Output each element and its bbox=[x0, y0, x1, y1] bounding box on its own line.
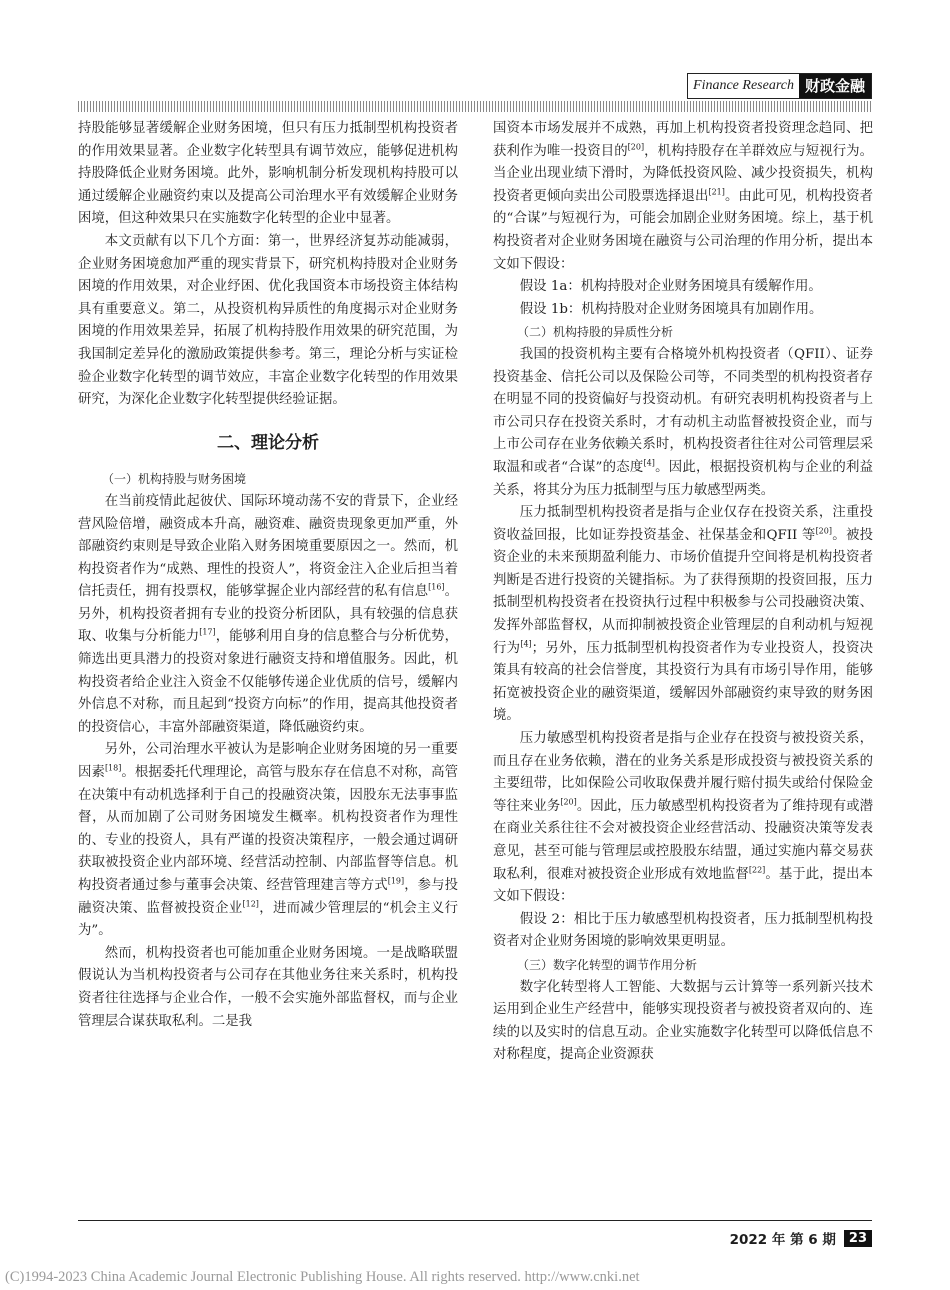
subsection-3-title: （三）数字化转型的调节作用分析 bbox=[517, 957, 698, 972]
section-title: 二、理论分析 bbox=[217, 432, 319, 453]
right-paragraph-1: 国资本市场发展并不成熟，再加上机构投资者投资理念趋同、把获利作为唯一投资目的[20]，机构持股存在羊群效应与短视行为。当企业出现业绩下滑时，为降低投资风险、减少投资损失，机构投资者更倾向卖出公司股票选择退出[21]。由此可见，机构投资者的“合谋”与短视行为，可能会加剧企业财务困境。综上，基于机构投资者对企业财务困境在融资与公司治理的作用分析，提出本文如下假设： bbox=[493, 121, 874, 272]
left-paragraph-3: 在当前疫情此起彼伏、国际环境动荡不安的背景下，企业经营风险倍增，融资成本升高，融资难、融资贵现象更加严重，外部融资约束则是导致企业陷入财务困境重要原因之一。然而，机构投资者作为“成熟、理性的投资人”，将资金注入企业后担当着信托责任，拥有投票权，能够掌握企业内部经营的私有信息[16]。另外，机构投资者拥有专业的投资分析团队，具有较强的信息获取、收集与分析能力[17]，能够利用自身的信息整合与分析优势，筛选出更具潜力的投资对象进行融资支持和增值服务。因此，机构投资者给企业注入资金不仅能够传递企业优质的信号，缓解内外信息不对称，而且起到“投资方向标”的作用，提高其他投资者的投资信心，丰富外部融资渠道，降低融资约束。 bbox=[78, 493, 459, 735]
right-paragraph-3: 压力抵制型机构投资者是指与企业仅存在投资关系，注重投资收益回报，比如证券投资基金、社保基金和QFII 等[20]。被投资企业的未来预期盈利能力、市场价值提升空间将是机构投资者判断是否进行投资的关键指标。为了获得预期的投资回报，压力抵制型机构投资者在投资执行过程中积极参与公司投融资决策、发挥外部监督权，从而抑制被投资企业管理层的自利动机与短视行为[4]；另外，压力抵制型机构投资者作为专业投资人，投资决策具有较高的社会信誉度，其投资行为具有市场引导作用，能够拓宽被投资企业的融资渠道，缓解因外部融资约束导致的财务困境。 bbox=[493, 505, 874, 724]
right-paragraph-2: 我国的投资机构主要有合格境外机构投资者（QFII）、证券投资基金、信托公司以及保险公司等，不同类型的机构投资者存在明显不同的投资偏好与投资动机。有研究表明机构投资者与上市公司只存在投资关系时，才有动机主动监督被投资企业，而与上市公司存在业务依赖关系时，机构投资者往往对公司管理层采取温和或者“合谋”的态度[4]。因此，根据投资机构与企业的利益关系，将其分为压力抵制型与压力敏感型两类。 bbox=[493, 346, 873, 498]
left-paragraph-4: 另外，公司治理水平被认为是影响企业财务困境的另一重要因素[18]。根据委托代理理论，高管与股东存在信息不对称，高管在决策中有动机选择利于自己的投融资决策，因股东无法事事监督，从而加剧了公司财务困境发生概率。机构投资者作为理性的、专业的投资人，具有严谨的投资决策程序，一般会通过调研获取被投资企业内部环境、经营活动控制、内部监督等信息。机构投资者通过参与董事会决策、经营管理建言等方式[19]，参与投融资决策、监督被投资企业[12]，进而减少管理层的“机会主义行为”。 bbox=[78, 742, 459, 939]
left-paragraph-2: 本文贡献有以下几个方面：第一，世界经济复苏动能减弱，企业财务困境愈加严重的现实背景下，研究机构持股对企业财务困境的作用效果，对企业纾困、优化我国资本市场投资主体结构具有重要意义。第二，从投资机构异质性的角度揭示对企业财务困境的作用效果差异，拓展了机构持股作用效果的研究范围，为我国制定差异化的激励政策提供参考。第三，理论分析与实证检验企业数字化转型的调节效应，丰富企业数字化转型的作用效果研究，为深化企业数字化转型提供经验证据。 bbox=[78, 233, 458, 408]
copyright-watermark: (C)1994-2023 China Academic Journal Electronic Publishing House. All rights reserved. http://www.cnki.net bbox=[5, 1269, 640, 1285]
hypothesis-1b: 假设 1b：机构持股对企业财务困境具有加剧作用。 bbox=[519, 301, 823, 317]
right-paragraph-5: 数字化转型将人工智能、大数据与云计算等一系列新兴技术运用到企业生产经营中，能够实现投资者与被投资者双向的、连续的以及实时的信息互动。企业实施数字化转型可以降低信息不对称程度，提高企业资源获 bbox=[493, 979, 873, 1063]
page-footer bbox=[730, 1228, 872, 1248]
journal-name-en: Finance Research bbox=[693, 78, 794, 93]
issue-label: 2022 年 第 6 期 bbox=[729, 1232, 836, 1248]
right-paragraph-4: 压力敏感型机构投资者是指与企业存在投资与被投资关系，而且存在业务依赖，潜在的业务关系是形成投资与被投资关系的主要纽带，比如保险公司收取保费并履行赔付损失或给付保险金等往来业务[20]。因此，压力敏感型机构投资者为了维持现有或潜在商业关系往往不会对被投资企业经营活动、投融资决策等发表意见，甚至可能与管理层或控股股东结盟，通过实施内幕交易获取私利，很难对被投资企业形成有效地监督[22]。基于此，提出本文如下假设： bbox=[493, 731, 874, 905]
left-column bbox=[78, 118, 458, 1033]
footer-rule bbox=[78, 1220, 872, 1221]
left-paragraph-1: 持股能够显著缓解企业财务困境，但只有压力抵制型机构投资者的作用效果显著。企业数字化转型具有调节效应，能够促进机构持股降低企业财务困境。此外，影响机制分析发现机构持股可以通过缓解企业融资约束以及提高公司治理水平有效缓解企业财务困境，但这种效果只在实施数字化转型的企业中显著。 bbox=[78, 121, 458, 227]
left-paragraph-5: 然而，机构投资者也可能加重企业财务困境。一是战略联盟假说认为当机构投资者与公司存在其他业务往来关系时，机构投资者往往选择与企业合作，一般不会实施外部监督权，而与企业管理层合谋获取私利。二是我 bbox=[78, 945, 458, 1029]
header-stripe-divider bbox=[78, 101, 872, 112]
subsection-1-title: （一）机构持股与财务困境 bbox=[102, 472, 247, 487]
subsection-2-title: （二）机构持股的异质性分析 bbox=[517, 325, 674, 340]
journal-name-cn: 财政金融 bbox=[799, 74, 871, 98]
hypothesis-1a: 假设 1a：机构持股对企业财务困境具有缓解作用。 bbox=[519, 279, 822, 295]
journal-header-badge bbox=[687, 73, 872, 99]
right-column bbox=[493, 118, 873, 1067]
hypothesis-2: 假设 2：相比于压力敏感型机构投资者，压力抵制型机构投资者对企业财务困境的影响效果更明显。 bbox=[493, 911, 873, 950]
page-number: 23 bbox=[844, 1230, 872, 1247]
